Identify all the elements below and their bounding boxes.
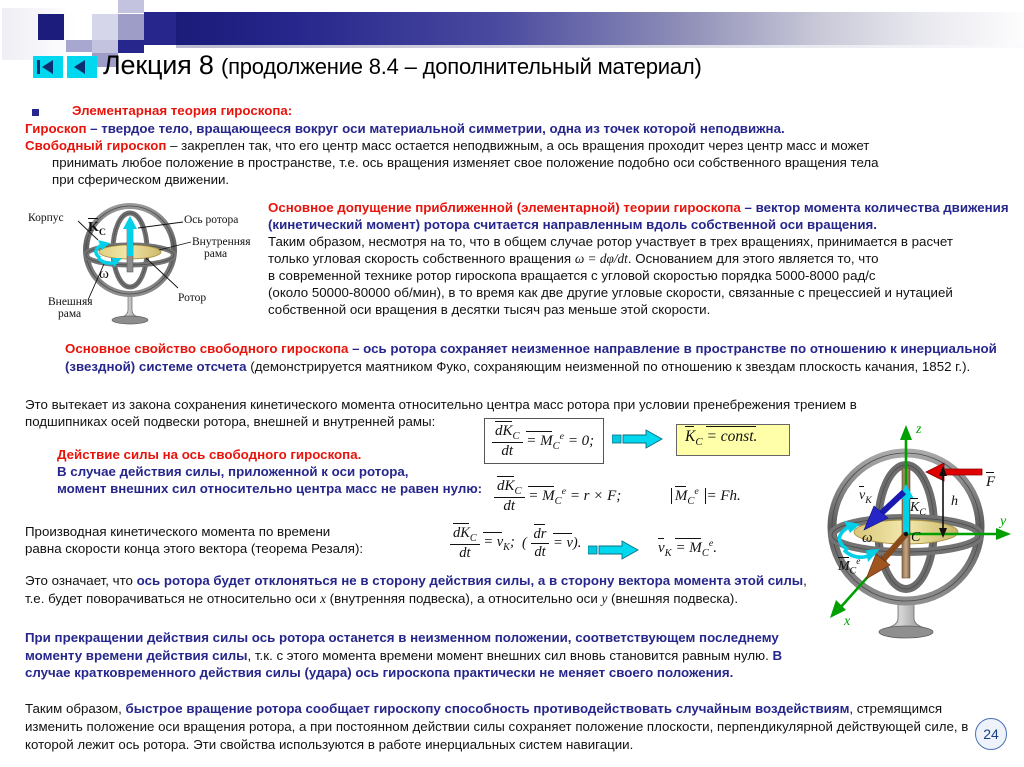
- formula-1-mid-sub: C: [552, 441, 560, 452]
- cease-bold-1: При прекращении действия силы ось ротора останется в неизменном положении, соответствующем последнему моменту времени действия силы: [25, 630, 779, 663]
- gyroscope-diagram-3d: [822, 422, 1020, 650]
- formula-2-abs-sub: C: [687, 496, 695, 507]
- gyro2-dimension-h-label: h: [951, 494, 958, 509]
- formula-1-num-k: dK: [495, 423, 513, 439]
- main-assumption-line4a: только угловая скорость собственного вращения: [268, 251, 575, 266]
- formula-3-result-dot: .: [713, 540, 717, 556]
- formula-3-num: dK: [453, 525, 470, 541]
- formula-2-abs-sup: e: [694, 486, 699, 497]
- formula-2-m-sub: C: [554, 496, 562, 507]
- conclusion-bold-1: быстрое вращение ротора сообщает гироскопу способность противодействовать случайным воздействиям: [125, 701, 850, 716]
- gyro2-vK-letter: v: [859, 488, 866, 503]
- rezal-line1: Производная кинетического момента по времени: [25, 524, 331, 539]
- formula-3-paren-close: ).: [572, 534, 582, 551]
- force-action-line2: В случае действия силы, приложенной к оси ротора,: [57, 464, 409, 479]
- gyro1-label-os-rotora: Ось ротора: [184, 214, 239, 226]
- deco-square-10: [144, 12, 176, 45]
- nav-prev-triangle-icon: [74, 60, 85, 74]
- gyro1-label-vneshnyaya: Внешняя: [48, 296, 93, 308]
- formula-1-result-eq: = const.: [706, 428, 758, 445]
- intro-line-4: при сферическом движении.: [52, 172, 230, 187]
- formula-3-v-sub: K: [503, 541, 510, 553]
- means-normal-4: (внешняя подвеска).: [607, 590, 739, 606]
- gyro2-vector-vK-label: [859, 488, 872, 506]
- term-free-gyroscope: Свободный гироскоп: [25, 138, 167, 153]
- gyro1-vector-omega-label: ω: [99, 266, 109, 282]
- formula-1-eq-mid: = M: [526, 433, 553, 449]
- formula-3-result: [658, 538, 717, 559]
- deco-square-7: [118, 14, 144, 40]
- header-gradient-band: [176, 12, 1024, 45]
- gyro2-KC-sub: C: [919, 506, 926, 518]
- gyro2-M-sub: C: [849, 565, 857, 577]
- formula-3-result-eq: = M: [675, 540, 702, 556]
- main-assumption-line4b: . Основанием для этого является то, что: [627, 251, 879, 266]
- conclusion-block: [25, 700, 980, 753]
- formula-2-num: dK: [497, 478, 515, 494]
- gyro1-kc-letter: K: [88, 220, 99, 235]
- formula-3-result-m-sup: e: [708, 538, 714, 549]
- formula-3-result-v: v: [658, 540, 665, 556]
- intro-line-1: [25, 121, 1015, 138]
- gyro1-vector-kc-label: [88, 222, 106, 239]
- means-axis-y: y: [601, 590, 608, 606]
- intro-bullet-icon: [32, 109, 39, 116]
- means-block: [25, 572, 825, 607]
- gyro1-kc-sub: C: [98, 226, 106, 238]
- intro-line-3: принимать любое положение в пространстве, т.е. ось вращения изменяет свое положение подобно оси собственного вращения тела: [52, 155, 879, 170]
- formula-1-mid: [526, 431, 595, 452]
- gyro1-label-korpus: Корпус: [28, 212, 64, 224]
- main-assumption-line6: (около 50000-80000 об/мин), в то время как две другие угловые скорости, связанные с прецессией и нутацией: [268, 285, 953, 300]
- formula-1-mid-sup: e: [559, 431, 565, 442]
- formula-1-arrow-icon: [612, 429, 664, 449]
- cease-bold-2: В случае кратковременного действия силы (удара) ось гироскопа практически не меняет своего положения.: [25, 647, 783, 680]
- gyro2-axis-x-label: x: [844, 614, 851, 629]
- formula-1-result-k-sub: C: [695, 436, 703, 449]
- gyro2-vK-sub: K: [865, 494, 872, 506]
- formula-1-den: dt: [501, 443, 514, 459]
- nav-first-bar-icon: [37, 60, 40, 74]
- gyro2-axis-y-label: y: [1000, 514, 1007, 529]
- intro-line2-rest: – закреплен так, что его центр масс остается неподвижным, а ось вращения проходит через центр масс и может: [166, 138, 870, 153]
- main-property-next-1: Это вытекает из закона сохранения кинетического момента относительно центра масс ротора при условии пренебрежения трением в: [25, 397, 857, 412]
- formula-3-semi: ;: [509, 534, 515, 550]
- means-normal-3: (внутренняя подвеска), а относительно оси: [325, 590, 602, 606]
- formula-3-arrow-icon: [588, 540, 640, 560]
- deco-square-1: [38, 14, 64, 40]
- gyro2-KC-letter: K: [910, 500, 920, 515]
- gyro2-vector-KC-label: [910, 500, 926, 518]
- formula-3-paren-den: dt: [534, 543, 546, 560]
- intro-heading-text: Элементарная теория гироскопа:: [72, 103, 293, 118]
- formula-3-num-sub: C: [469, 532, 477, 544]
- main-assumption-line3: Таким образом, несмотря на то, что в общем случае ротор участвует в трех вращениях, принимается в расчет: [268, 234, 953, 249]
- page-number-badge: 24: [975, 718, 1007, 750]
- means-normal-1: Это означает, что: [25, 573, 137, 588]
- formula-2: [494, 478, 741, 515]
- gyroscope-diagram-schematic: [28, 200, 268, 328]
- gyro1-label-vneshnyaya-2: рама: [58, 308, 82, 320]
- slide-header: [0, 0, 1024, 100]
- title-paren-text: (продолжение 8.4 – дополнительный материал): [220, 54, 702, 79]
- nav-first-button[interactable]: [33, 56, 63, 78]
- deco-square-6: [118, 0, 144, 13]
- main-property-normal: (демонстрируется маятником Фуко, сохраняющим неизменной по отношению к звездам плоскость качания, 1852 г.).: [250, 358, 971, 374]
- nav-prev-button[interactable]: [67, 56, 97, 78]
- formula-2-num-sub: C: [514, 486, 522, 497]
- force-action-heading: [57, 447, 517, 464]
- formula-2-abs-m: M: [674, 488, 688, 504]
- formula-3-result-v-sub: K: [664, 548, 672, 559]
- conclusion-normal-1: Таким образом,: [25, 701, 126, 716]
- force-action-line3: момент внешних сил относительно центра масс не равен нулю:: [57, 481, 483, 496]
- gyro2-M-sup: e: [856, 556, 861, 566]
- main-property-next-2: подшипниках осей подвески ротора, внешней и внутренней рамы:: [25, 414, 436, 429]
- gyro1-label-vnutrennyaya-2: рама: [204, 248, 228, 260]
- main-property-block: [65, 340, 1020, 375]
- intro-line-2: [25, 138, 1015, 155]
- main-assumption-blue: – вектор момента количества движения (кинетический момент) ротора считается направленным вдоль собственной оси вращения.: [268, 200, 1009, 233]
- intro-line1-rest: – твердое тело, вращающееся вокруг оси материальной симметрии, одна из точек которой неподвижна.: [86, 121, 785, 136]
- gyro2-axis-z-label: z: [916, 422, 922, 437]
- formula-2-m-sup: e: [561, 486, 567, 497]
- formula-1-result-content: [685, 428, 757, 448]
- means-bold-1: ось ротора будет отклоняться не в сторону действия силы, а в сторону вектора момента этой силы: [136, 573, 804, 588]
- gyro2-F-letter: F: [986, 474, 996, 490]
- means-axis-x: x: [320, 590, 326, 606]
- deco-square-4: [92, 14, 118, 40]
- main-assumption-red: Основное допущение приближенной (элементарной) теории гироскопа: [268, 200, 741, 215]
- formula-3-paren-num: dr: [533, 525, 547, 542]
- nav-first-triangle-icon: [42, 60, 53, 74]
- main-assumption-block: [268, 199, 1020, 233]
- title-main-text: Лекция 8: [103, 50, 221, 80]
- main-property-red: Основное свойство свободного гироскопа: [65, 341, 349, 356]
- cease-block: [25, 629, 825, 682]
- main-assumption-line7: собственной оси вращения в десятки тысяч раз меньше этой скорости.: [268, 302, 711, 317]
- means-normal-2: , т.е. будет поворачиваться не относительно оси: [25, 573, 807, 606]
- formula-2-abs-eq: = Fh.: [706, 488, 741, 504]
- formula-1-num-sub: C: [512, 431, 520, 442]
- deco-square-3: [66, 40, 92, 52]
- main-assumption-line4: [268, 251, 1020, 268]
- formula-1-result-k: K: [685, 428, 696, 445]
- term-gyroscope: Гироскоп: [25, 121, 87, 136]
- formula-1-end: = 0;: [567, 433, 595, 449]
- conclusion-normal-2: , стремящимся изменить положение оси вращения ротора, а при постоянном действии силы сохраняет положение плоскости, перпендикулярной действующей силе, в которой лежит ось ротора. Эти свойства используются в работе инерциальных систем навигации.: [25, 701, 969, 752]
- gyro2-vector-omega-label: ω: [862, 530, 873, 546]
- formula-2-cross: = r × F;: [569, 488, 622, 504]
- gyro2-vector-M-label: [838, 556, 860, 576]
- formula-2-den: dt: [503, 498, 516, 514]
- force-action-heading-text: Действие силы на ось свободного гироскопа.: [57, 447, 362, 462]
- deco-square-2: [66, 0, 92, 13]
- gyro2-point-C-label: C: [911, 530, 921, 545]
- main-assumption-formula-omega: ω = dφ/dt: [574, 251, 628, 266]
- main-assumption-line5: в современной технике ротор гироскопа вращается с угловой скоростью порядка 5000-8000 рад/с: [268, 268, 876, 283]
- intro-heading: [72, 103, 572, 120]
- rezal-line2: равна скорости конца этого вектора (теорема Резаля):: [25, 541, 364, 556]
- header-band-shadow: [176, 45, 1024, 48]
- formula-3-den: dt: [459, 544, 471, 561]
- gyro1-label-vnutrennyaya: Внутренняя: [192, 236, 251, 248]
- formula-3-paren-eq: = v: [553, 534, 573, 551]
- formula-3-eq-v: = v: [483, 534, 504, 550]
- gyro2-M-letter: M: [838, 558, 850, 574]
- formula-3: $dK_C$ dt = $v_K$; ( $\frac{dr}{dt}$ = v).: [450, 525, 581, 562]
- gyro2-vector-F-label: [986, 474, 995, 491]
- page-title: [103, 50, 702, 81]
- gyro1-label-rotor: Ротор: [178, 292, 207, 304]
- cease-normal-1: , т.к. с этого момента времени момент внешних сил вновь становится равным нулю.: [247, 647, 773, 663]
- gyroscope-3d-svg: [822, 422, 1020, 650]
- formula-2-part-m: = M: [528, 488, 555, 504]
- main-property-blue: – ось ротора сохраняет неизменное направление в пространстве по отношению к инерциальной (звездной) системе отсчета: [65, 341, 997, 374]
- formula-3-result-m-sub: C: [701, 548, 709, 559]
- formula-1-result-box: [676, 424, 790, 456]
